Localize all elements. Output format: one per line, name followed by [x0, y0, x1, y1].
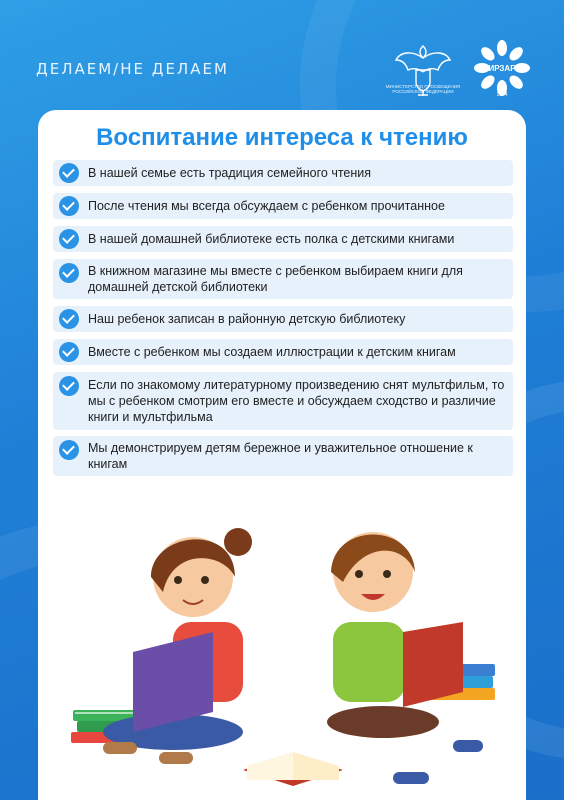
list-item	[53, 193, 513, 219]
boy-reading	[327, 532, 483, 784]
list-item-text: Наш ребенок записан в районную детскую библиотеку	[88, 312, 406, 326]
list-item-text: Мы демонстрируем детям бережное и уважительное отношение к книгам	[88, 441, 473, 471]
open-book-floor	[243, 752, 343, 786]
page-title: Воспитание интереса к чтению	[96, 124, 468, 151]
checkmark-icon	[59, 342, 79, 362]
checkmark-icon	[59, 309, 79, 329]
list-item-text: В нашей семье есть традиция семейного чтения	[88, 166, 372, 180]
checkmark-icon	[59, 263, 79, 283]
list-item-text: В книжном магазине мы вместе с ребенком выбираем книги для домашней детской библиотеки	[88, 264, 463, 294]
checkmark-icon	[59, 440, 79, 460]
checkmark-icon	[59, 163, 79, 183]
content-card	[38, 110, 526, 800]
checkmark-icon	[59, 229, 79, 249]
list-item	[53, 436, 513, 476]
list-item	[53, 339, 513, 365]
list-item-text: В нашей домашней библиотеке есть полка с детскими книгами	[88, 232, 455, 246]
checkmark-icon	[59, 196, 79, 216]
list-item	[53, 160, 513, 186]
list-item-text: Вместе с ребенком мы создаем иллюстрации к детским книгам	[88, 345, 456, 359]
girl-reading	[103, 528, 252, 764]
list-item	[53, 306, 513, 332]
ministry-caption: МИНИСТЕРСТВО ПРОСВЕЩЕНИЯ РОССИЙСКОЙ ФЕДЕРАЦИИ	[385, 84, 461, 94]
list-item-text: После чтения мы всегда обсуждаем с ребенком прочитанное	[88, 199, 445, 213]
institute-name: ИРЗАР	[488, 64, 516, 73]
checkmark-icon	[59, 376, 79, 396]
list-item-text: Если по знакомому литературному произведению снят мультфильм, то мы с ребенком смотрим его вместе и обсуждаем сходство и различие книги и мультфильма	[88, 378, 505, 424]
list-item	[53, 259, 513, 299]
children-reading-illustration	[63, 482, 503, 800]
flower-logo-icon	[472, 38, 532, 98]
section-label: ДЕЛАЕМ/НЕ ДЕЛАЕМ	[36, 60, 229, 78]
list-item	[53, 226, 513, 252]
institute-year: 1944	[496, 92, 508, 98]
list-item	[53, 372, 513, 430]
